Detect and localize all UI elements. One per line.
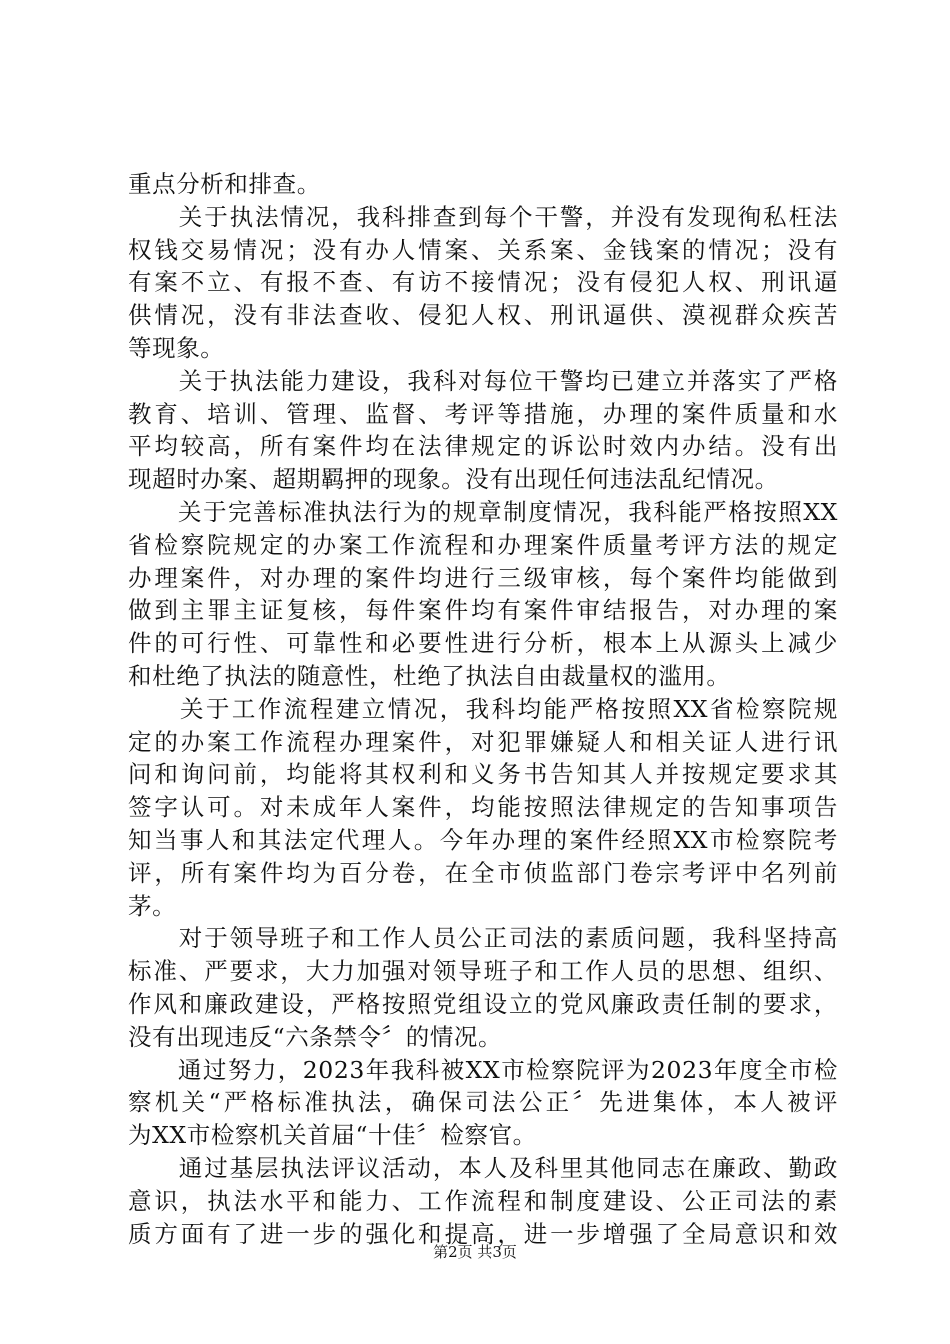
text-line: 茅。: [128, 891, 177, 920]
text-line: 现超时办案、超期羁押的现象。没有出现任何违法乱纪情况。: [128, 465, 779, 494]
text-line: 教育、培训、管理、监督、考评等措施，办理的案件质量和水: [128, 399, 838, 428]
text-line: 省检察院规定的办案工作流程和办理案件质量考评方法的规定: [128, 530, 838, 559]
text-line: 供情况，没有非法查收、侵犯人权、刑讯逼供、漠视群众疾苦: [128, 301, 838, 330]
text-line: 关于执法能力建设，我科对每位干警均已建立并落实了严格: [128, 366, 838, 395]
text-line: 关于工作流程建立情况，我科均能严格按照XX省检察院规: [128, 694, 838, 723]
text-line: 重点分析和排查。: [128, 170, 321, 198]
text-line: 通过基层执法评议活动，本人及科里其他同志在廉政、勤政: [128, 1153, 838, 1182]
text-line: 件的可行性、可靠性和必要性进行分析，根本上从源头上减少: [128, 629, 838, 658]
text-line: 通过努力，2023年我科被XX市检察院评为2023年度全市检: [128, 1055, 838, 1084]
text-line: 知当事人和其法定代理人。今年办理的案件经照XX市检察院考: [128, 825, 838, 854]
text-line: 作风和廉政建设，严格按照党组设立的党风廉政责任制的要求，: [128, 989, 838, 1018]
text-line: 做到主罪主证复核，每件案件均有案件审结报告，对办理的案: [128, 596, 838, 625]
text-line: 关于执法情况，我科排查到每个干警，并没有发现徇私枉法: [128, 202, 838, 231]
page-footer: 第2页 共3页: [433, 1243, 517, 1261]
text-line: 关于完善标准执法行为的规章制度情况，我科能严格按照XX: [128, 497, 838, 526]
text-line: 办理案件，对办理的案件均进行三级审核，每个案件均能做到: [128, 563, 838, 592]
document-body: [128, 168, 838, 1250]
text-line: 为XX市检察机关首届“十佳〞检察官。: [128, 1121, 537, 1150]
text-line: 定的办案工作流程办理案件，对犯罪嫌疑人和相关证人进行讯: [128, 727, 838, 756]
text-line: 签字认可。对未成年人案件，均能按照法律规定的告知事项告: [128, 793, 838, 822]
text-line: 有案不立、有报不查、有访不接情况；没有侵犯人权、刑讯逼: [128, 268, 838, 297]
text-line: 和杜绝了执法的随意性，杜绝了执法自由裁量权的滥用。: [128, 661, 731, 690]
text-line: 权钱交易情况；没有办人情案、关系案、金钱案的情况；没有: [128, 235, 838, 264]
text-line: 质方面有了进一步的强化和提高，进一步增强了全局意识和效: [128, 1219, 838, 1248]
text-line: 对于领导班子和工作人员公正司法的素质问题，我科坚持高: [128, 924, 838, 953]
text-line: 察机关“严格标准执法，确保司法公正〞先进集体，本人被评: [128, 1088, 838, 1117]
text-line: 没有出现违反“六条禁令〞的情况。: [128, 1022, 503, 1051]
text-line: 意识，执法水平和能力、工作流程和制度建设、公正司法的素: [128, 1186, 838, 1215]
text-line: 平均较高，所有案件均在法律规定的诉讼时效内办结。没有出: [128, 432, 838, 461]
text-line: 标准、严要求，大力加强对领导班子和工作人员的思想、组织、: [128, 957, 838, 986]
text-line: 等现象。: [128, 333, 225, 362]
text-line: 问和询问前，均能将其权利和义务书告知其人并按规定要求其: [128, 760, 838, 789]
text-line: 评，所有案件均为百分卷，在全市侦监部门卷宗考评中名列前: [128, 858, 838, 887]
